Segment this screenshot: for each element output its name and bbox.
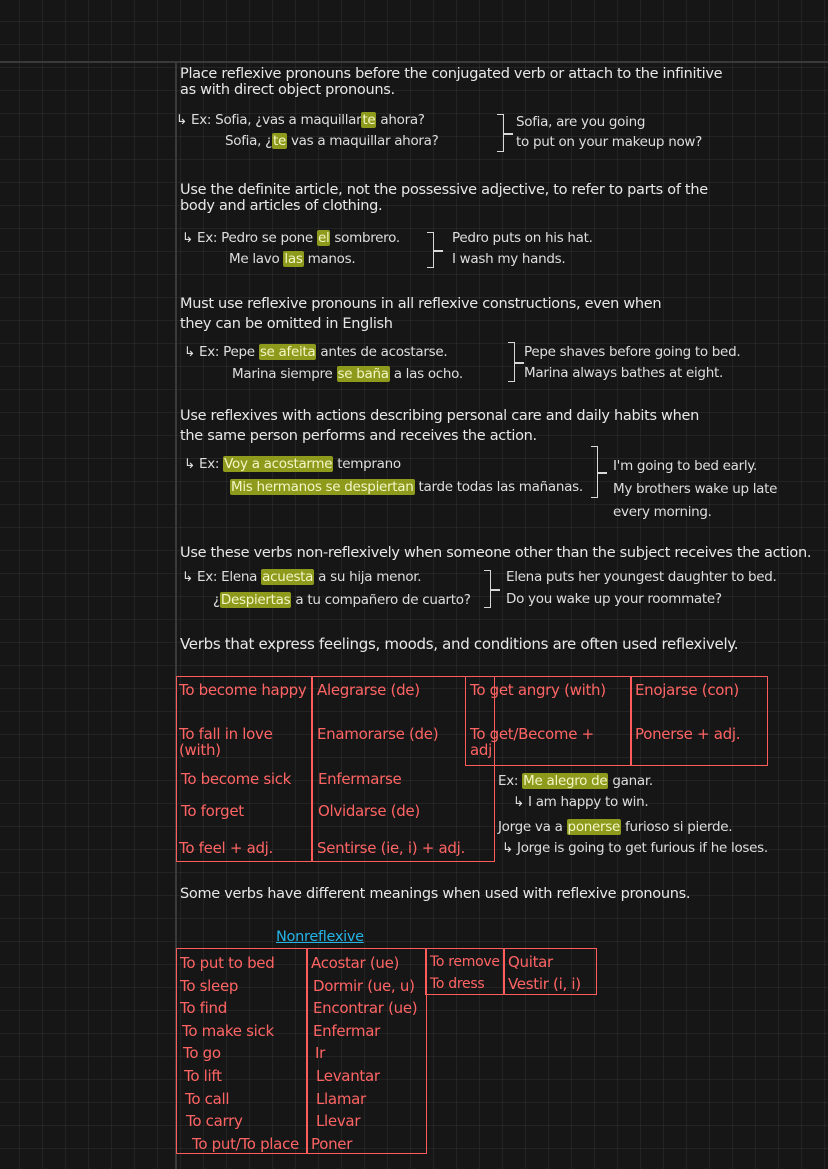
feelings-table-left [176,676,495,862]
table-cell: To put/To place [192,1134,299,1153]
highlight: te [362,112,376,128]
rule-3-example-1: ↳ Ex: Pepe se afeita antes de acostarse. [184,344,448,360]
table-cell: Vestir (i, i) [508,975,581,993]
table-cell: To put to bed [180,954,275,972]
rule-1-example-1: ↳ Ex: Sofia, ¿vas a maquillarte ahora? [176,112,425,128]
highlight: Mis hermanos se despiertan [231,479,414,495]
table-cell: To become sick [181,770,292,788]
bracket [427,232,434,268]
rule-5-example-1: ↳ Ex: Elena acuesta a su hija menor. [182,569,422,585]
feelings-example-1: Ex: Me alegro de ganar. [498,773,653,789]
table-cell: Dormir (ue, u) [313,976,415,995]
table-cell: Acostar (ue) [311,954,400,972]
bracket [497,114,504,152]
table-cell: To forget [181,802,244,820]
rule-2-text: Use the definite article, not the possessive adjective, to refer to parts of the body and articles of clothing. [180,182,708,214]
rule-1-translation: Sofia, are you going to put on your makeup now? [516,114,703,150]
table-cell: Olvidarse (de) [318,802,420,820]
table-cell: To remove [430,954,500,970]
table-cell: Enfermarse [318,770,402,788]
highlight: se baña [337,366,389,382]
table-cell: Alegrarse (de) [317,681,420,699]
table-divider [306,948,308,1154]
rule-5-text: Use these verbs non-reflexively when someone other than the subject receives the action. [180,545,812,561]
highlight: Despiertas [220,592,291,608]
rule-4-example-1: ↳ Ex: Voy a acostarme temprano [184,456,401,472]
table-cell: To get angry (with) [470,681,606,699]
feelings-example-1-translation: ↳ I am happy to win. [513,794,649,810]
table-cell: Encontrar (ue) [313,999,418,1018]
table-cell: To become happy [179,681,307,699]
table-cell: To make sick [182,1021,274,1040]
nonreflexive-label: Nonreflexive [276,929,364,945]
feelings-heading: Verbs that express feelings, moods, and conditions are often used reflexively. [180,635,739,653]
nonreflexive-en-column [180,952,299,1155]
feelings-example-2-translation: ↳ Jorge is going to get furious if he loses. [502,840,768,856]
table-cell: Enojarse (con) [635,681,739,699]
rule-3-example-2: Marina siempre se baña a las ocho. [232,366,463,382]
table-cell: To go [183,1044,221,1063]
rule-5-example-2: ¿Despiertas a tu compañero de cuarto? [213,592,471,608]
table-divider [311,676,313,862]
table-cell: To fall in love (with) [179,725,273,759]
table-cell: Llevar [316,1112,361,1131]
rule-4-text: Use reflexives with actions describing personal care and daily habits when the same person performs and receives the action. [180,408,699,444]
table-cell: To feel + adj. [179,839,274,857]
nonreflexive-es-column [311,952,418,1155]
rule-5-translation: Elena puts her youngest daughter to bed. Do you wake up your roommate? [506,569,777,607]
table-cell: Ir [315,1044,325,1063]
highlight: Voy a acostarme [224,456,333,472]
highlight: las [284,251,303,267]
table-cell: To call [185,1089,230,1108]
table-cell: Llamar [316,1089,366,1108]
table-cell: Enfermar [313,1021,380,1040]
rule-4-example-2: Mis hermanos se despiertan tarde todas las mañanas. [231,479,583,495]
rule-1-example-2: Sofia, ¿te vas a maquillar ahora? [225,133,439,149]
highlight: se afeita [259,344,316,360]
table-cell: Poner [311,1134,353,1153]
rule-3-translation: Pepe shaves before going to bed. Marina always bathes at eight. [524,344,741,381]
table-cell: To carry [186,1112,243,1131]
highlight: acuesta [262,569,314,585]
highlight: te [272,133,286,149]
meanings-heading: Some verbs have different meanings when used with reflexive pronouns. [180,886,691,902]
highlight: ponerse [567,819,621,835]
table-cell: To sleep [180,976,239,995]
feelings-example-2: Jorge va a ponerse furioso si pierde. [498,819,733,835]
table-cell: To find [180,999,227,1018]
page-top-divider [0,61,828,63]
table-divider [630,676,632,766]
table-cell: Enamorarse (de) [317,725,439,743]
table-cell: Ponerse + adj. [635,725,741,743]
table-cell: Quitar [508,953,553,971]
table-divider [503,948,505,995]
rule-text-line: Place reflexive pronouns before the conjugated verb or attach to the infinitive [180,66,723,82]
bracket [591,446,598,498]
table-cell: Levantar [316,1066,380,1085]
table-cell: To lift [184,1066,222,1085]
table-cell: To get/Become + adj [470,725,594,759]
highlight: Me alegro de [523,773,608,789]
bracket [484,570,491,608]
rule-3-text: Must use reflexive pronouns in all reflexive constructions, even when they can be omitted in English [180,296,662,332]
rule-text-line: as with direct object pronouns. [180,82,395,98]
table-cell: To dress [430,976,485,992]
rule-2-example-2: Me lavo las manos. [229,251,356,267]
rule-2-translation: Pedro puts on his hat. I wash my hands. [452,230,593,267]
bracket [508,342,515,382]
rule-1-text [180,66,722,98]
highlight: el [317,230,330,246]
rule-4-translation: I'm going to bed early. My brothers wake up late every morning. [613,458,778,520]
table-cell: Sentirse (ie, i) + adj. [317,839,465,857]
rule-2-example-1: ↳ Ex: Pedro se pone el sombrero. [182,230,400,246]
